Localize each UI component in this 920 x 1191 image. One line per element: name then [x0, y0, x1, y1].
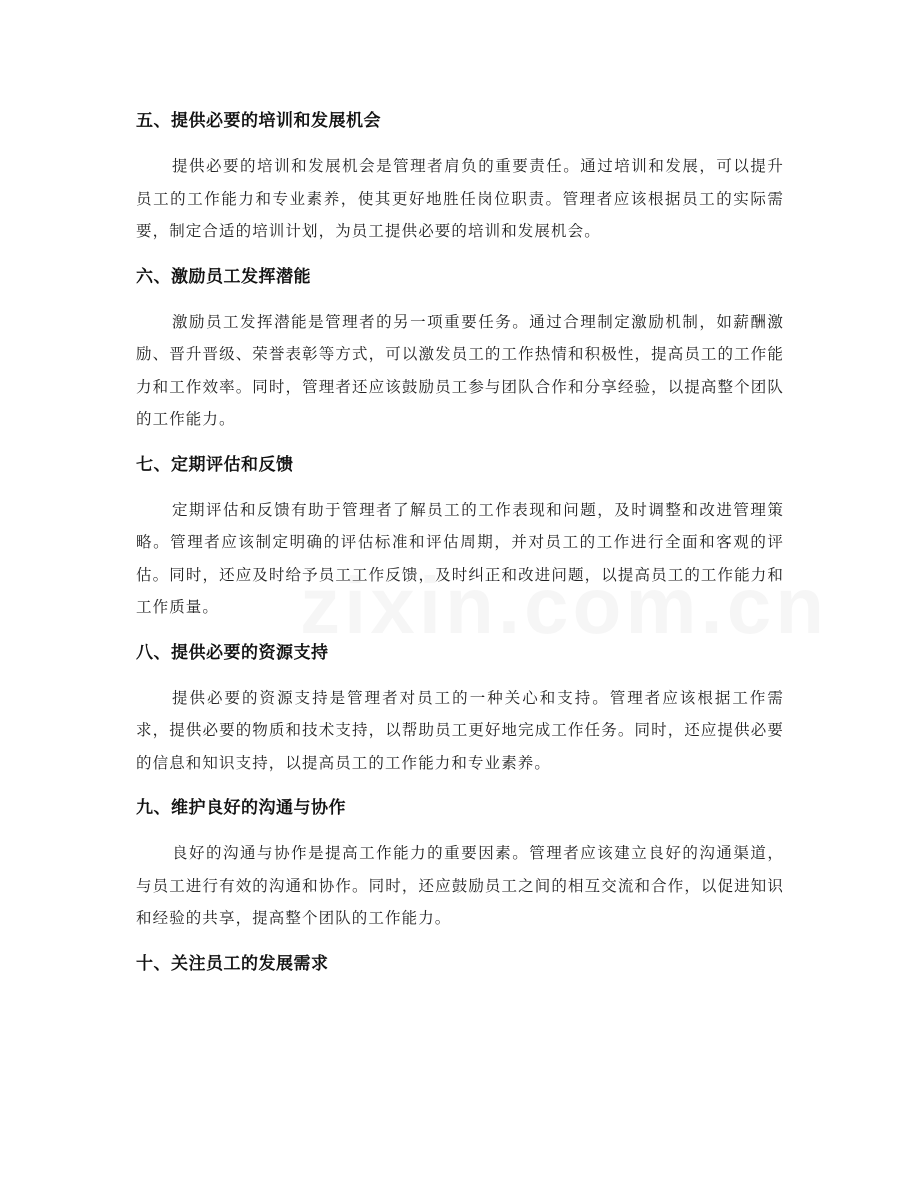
section-5	[136, 104, 784, 248]
section-heading: 五、提供必要的培训和发展机会	[136, 111, 381, 131]
section-heading: 七、定期评估和反馈	[136, 454, 294, 475]
section-heading: 六、激励员工发挥潜能	[136, 266, 311, 287]
section-7	[136, 448, 784, 624]
section-paragraph: 提供必要的资源支持是管理者对员工的一种关心和支持。管理者应该根据工作需求，提供必要的物质和技术支持，以帮助员工更好地完成工作任务。同时，还应提供必要的信息和知识支持，以提高员工的工作能力和专业素养。	[136, 688, 784, 772]
section-10	[136, 947, 784, 981]
section-9	[136, 791, 784, 935]
section-paragraph: 定期评估和反馈有助于管理者了解员工的工作表现和问题，及时调整和改进管理策略。管理者应该制定明确的评估标准和评估周期，并对员工的工作进行全面和客观的评估。同时，还应及时给予员工工作反馈，及时纠正和改进问题，以提高员工的工作能力和工作质量。	[136, 500, 784, 616]
document-page	[136, 104, 784, 993]
section-paragraph: 提供必要的培训和发展机会是管理者肩负的重要责任。通过培训和发展，可以提升员工的工作能力和专业素养，使其更好地胜任岗位职责。管理者应该根据员工的实际需要，制定合适的培训计划，为员工提供必要的培训和发展机会。	[136, 157, 784, 240]
section-heading: 八、提供必要的资源支持	[136, 642, 329, 663]
section-paragraph: 良好的沟通与协作是提高工作能力的重要因素。管理者应该建立良好的沟通渠道，与员工进行有效的沟通和协作。同时，还应鼓励员工之间的相互交流和合作，以促进知识和经验的共享，提高整个团队的工作能力。	[136, 844, 784, 927]
section-6	[136, 260, 784, 436]
section-heading: 九、维护良好的沟通与协作	[136, 798, 346, 818]
section-paragraph: 激励员工发挥潜能是管理者的另一项重要任务。通过合理制定激励机制，如薪酬激励、晋升晋级、荣誉表彰等方式，可以激发员工的工作热情和积极性，提高员工的工作能力和工作效率。同时，管理者还应该鼓励员工参与团队合作和分享经验，以提高整个团队的工作能力。	[136, 312, 784, 428]
section-heading: 十、关注员工的发展需求	[136, 953, 329, 974]
section-8	[136, 636, 784, 780]
